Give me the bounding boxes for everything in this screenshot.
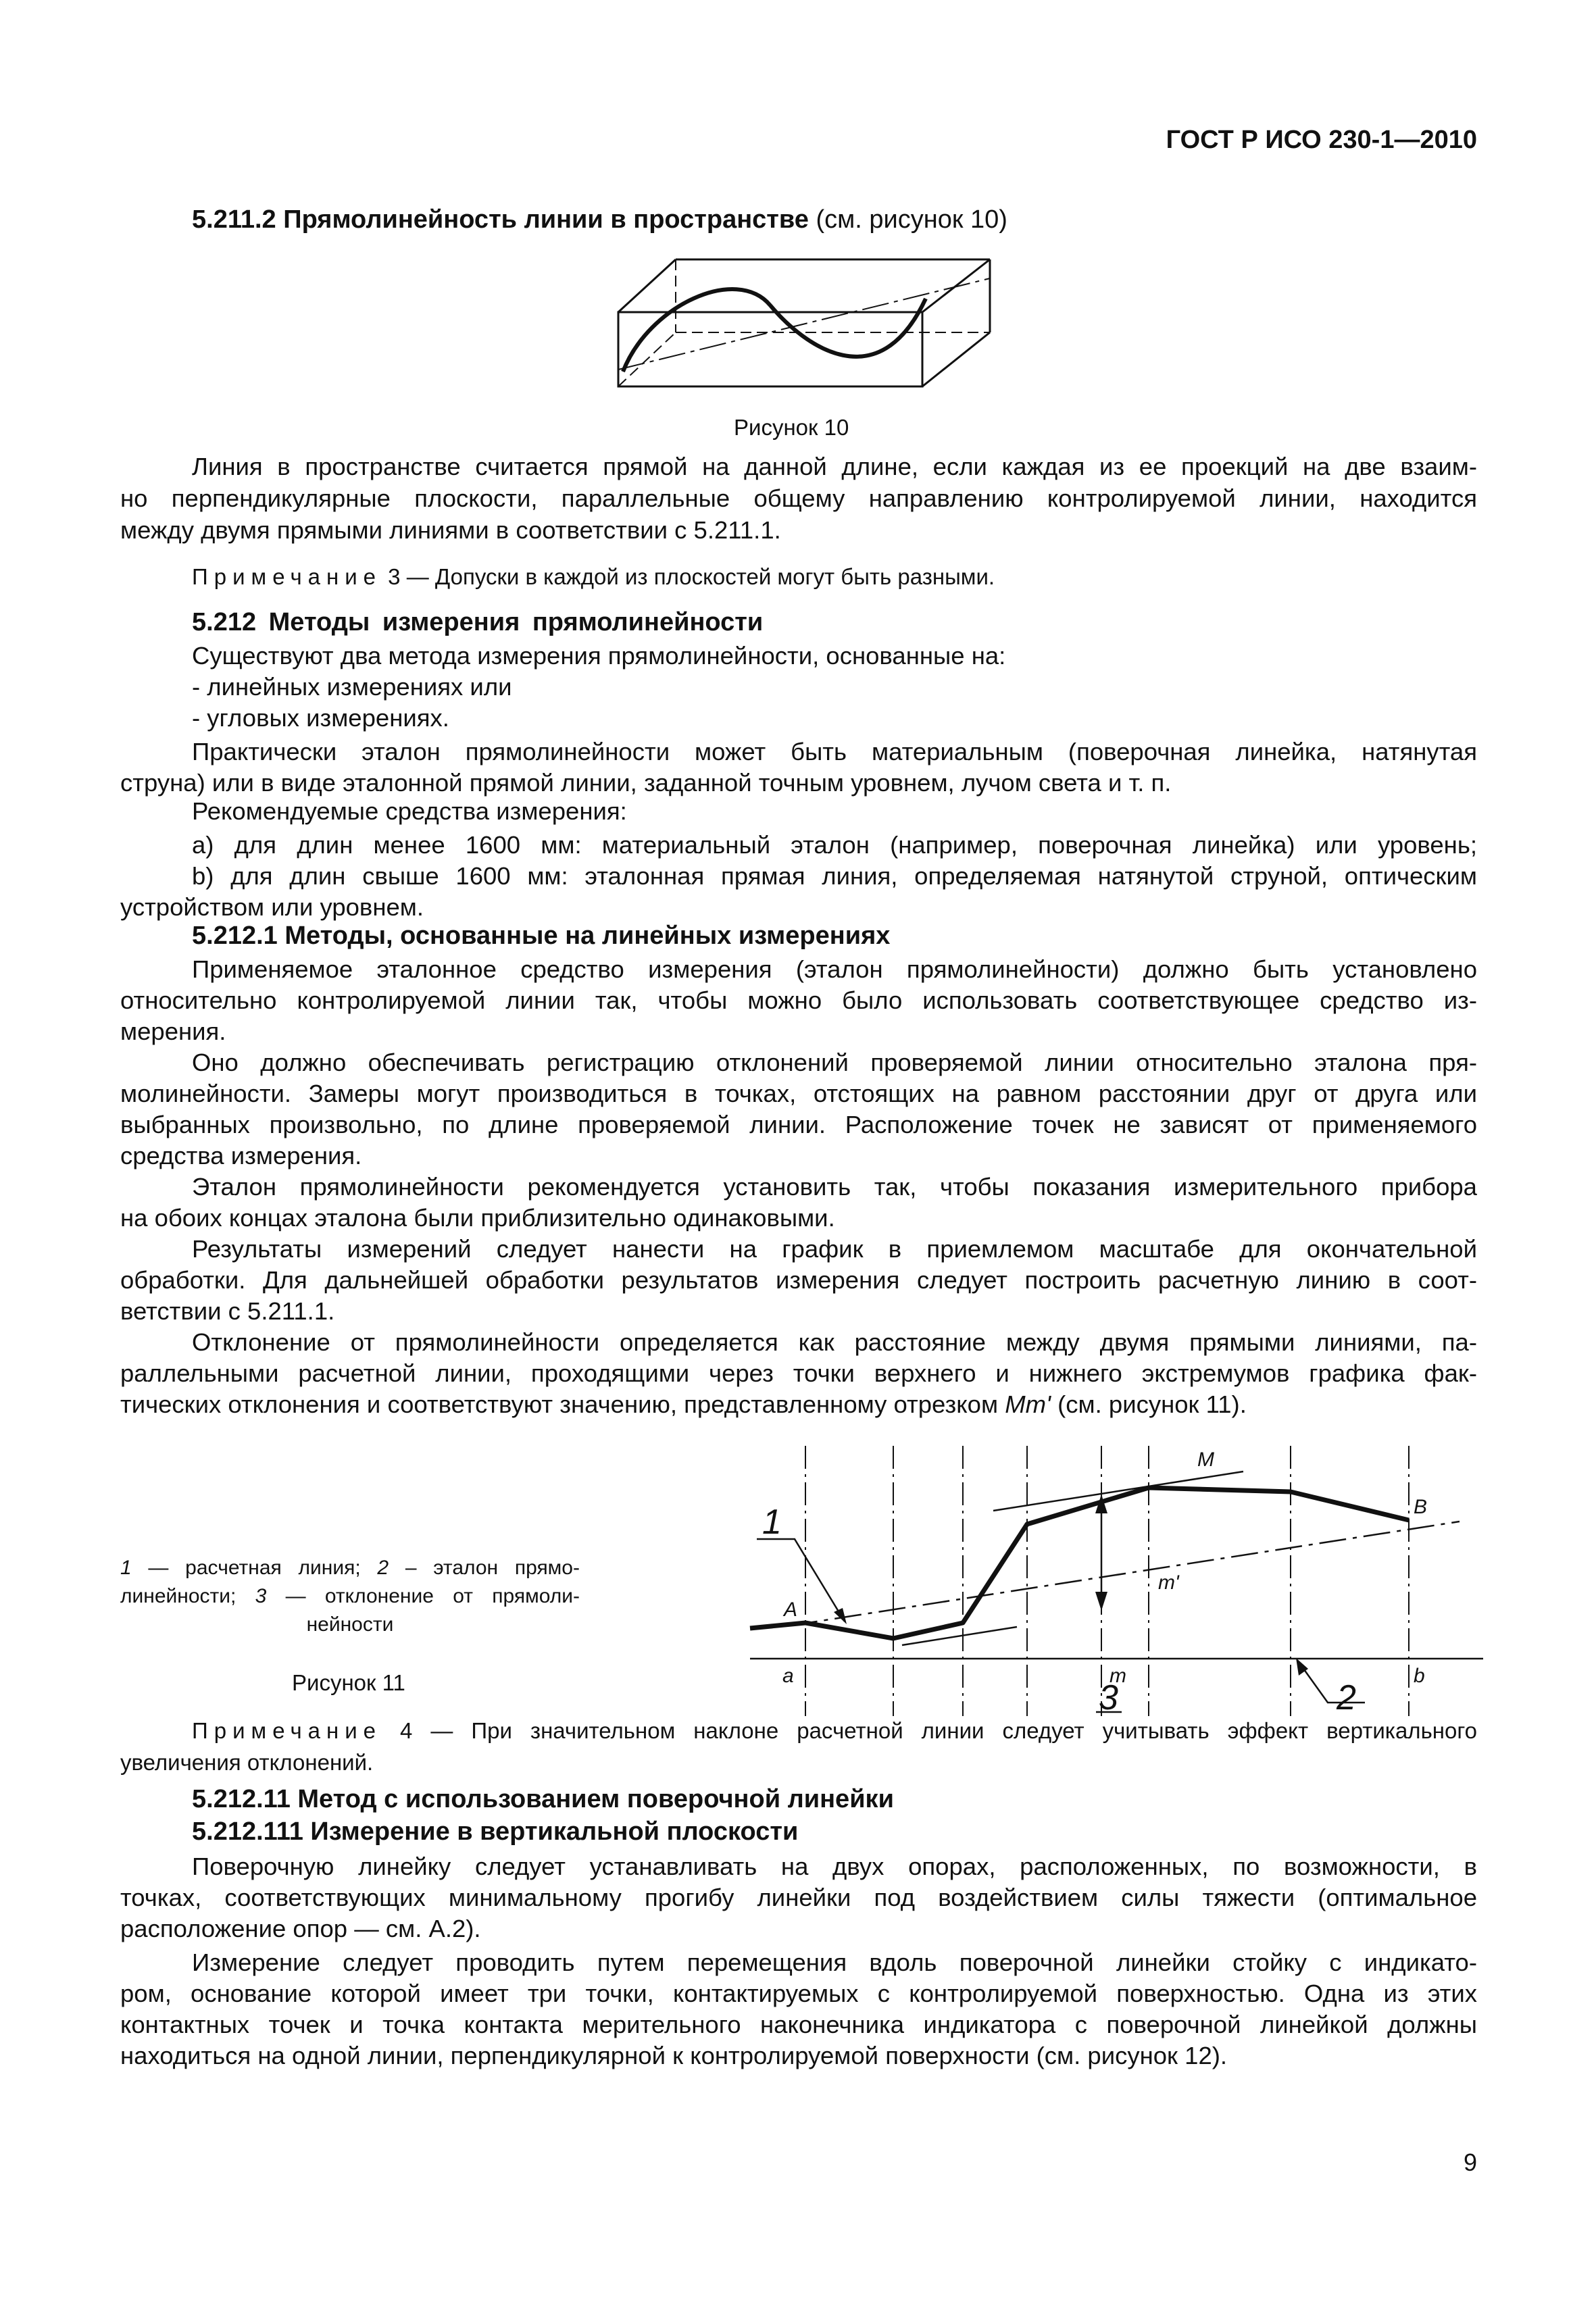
leader-1-arrow [834, 1608, 847, 1624]
p4-line1: Результаты измерений следует нанести на график в приемлемом масштабе для окончательной [192, 1235, 1477, 1263]
label-m: m [1109, 1665, 1126, 1687]
p5-line2: раллельными расчетной линии, проходящими через точки верхнего и нижнего экстремумов графика фак- [120, 1359, 1477, 1387]
p6-line1: Поверочную линейку следует устанавливать на двух опорах, расположенных, по возможности, в [192, 1853, 1477, 1880]
para-recommended: Рекомендуемые средства измерения: [192, 797, 627, 825]
section-5-212-11-heading: 5.212.11 Метод с использованием поверочной линейки [192, 1785, 894, 1813]
list-item-linear: - линейных измерениях или [192, 673, 512, 701]
arrow-down [1095, 1592, 1107, 1611]
section-5-211-2-heading [192, 205, 1007, 234]
section-5-212-111-heading: 5.212.111 Измерение в вертикальной плоскости [192, 1817, 799, 1846]
legend-text-1: — расчетная линия; [131, 1557, 378, 1579]
para-etalon-line2: струна) или в виде эталонной прямой линии, заданной точным уровнем, лучом света и т. п. [120, 769, 1172, 797]
label-M: M [1197, 1449, 1214, 1471]
box-edge-bottom-right [922, 332, 990, 386]
section-number: 5.211.2 [192, 205, 276, 234]
p5-line3-text: тических отклонения и соответствуют значению, представленному отрезком [120, 1390, 1005, 1418]
item-b-line2: устройством или уровнем. [120, 893, 424, 921]
legend-text-2: – эталон прямо- [389, 1557, 580, 1579]
para1-line1: Линия в пространстве считается прямой на данной длине, если каждая из ее проекций на две взаим- [192, 453, 1477, 480]
legend-num-1: 1 [120, 1557, 132, 1579]
para1-line2: но перпендикулярные плоскости, параллельные общему направлению контролируемой линии, находится [120, 484, 1477, 512]
p1-line1: Применяемое эталонное средство измерения (эталон прямолинейности) должно быть установлено [192, 955, 1477, 983]
legend-num-3: 3 [255, 1585, 267, 1607]
p3-line2: на обоих концах эталона были приблизительно одинаковыми. [120, 1204, 835, 1232]
legend-num-2: 2 [377, 1557, 389, 1579]
note-text: 3 — Допуски в каждой из плоскостей могут быть разными. [382, 564, 995, 589]
note-3 [192, 561, 995, 593]
space-curve [623, 289, 926, 372]
figure-11-caption: Рисунок 11 [292, 1670, 405, 1695]
section-5-212-heading: 5.212 Методы измерения прямолинейности [192, 608, 764, 636]
section-5-212-intro: Существуют два метода измерения прямолинейности, основанные на: [192, 642, 1006, 670]
label-m-prime: m' [1158, 1571, 1179, 1594]
leader-1 [757, 1539, 845, 1621]
document-id: ГОСТ Р ИСО 230-1—2010 [1166, 126, 1477, 154]
page-number: 9 [1463, 2148, 1477, 2176]
p5-line3-ref: (см. рисунок 11). [1050, 1390, 1247, 1418]
para-etalon-line1: Практически эталон прямолинейности может быть материальным (поверочная линейка, натянутая [192, 738, 1477, 765]
p4-line2: обработки. Для дальнейшей обработки результатов измерения следует построить расчетную линию в соот- [120, 1266, 1477, 1294]
note-4-line2: увеличения отклонений. [120, 1750, 374, 1775]
para1-line3: между двумя прямыми линиями в соответствии с 5.211.1. [120, 516, 781, 544]
p3-line1: Эталон прямолинейности рекомендуется установить так, чтобы показания измерительного прибора [192, 1173, 1477, 1201]
box-edge-top-left [618, 259, 676, 312]
item-a: a) для длин менее 1600 мм: материальный эталон (например, поверочная линейка) или уровень; [192, 831, 1477, 859]
segment-variable: Mm' [1005, 1390, 1051, 1418]
calculated-line [791, 1521, 1460, 1626]
p2-line2: молинейности. Замеры могут производиться в точках, отстоящих на равном расстоянии друг от друга или [120, 1080, 1477, 1107]
p7-line1: Измерение следует проводить путем перемещения вдоль поверочной линейки стойку с индикато- [192, 1948, 1477, 1976]
label-a: a [782, 1665, 794, 1687]
section-title: Прямолинейность линии в пространстве [283, 205, 809, 234]
p7-line2: ром, основание которой имеет три точки, контактируемых с контролируемой поверхностью. Одна из этих [120, 1980, 1477, 2007]
list-item-angular: - угловых измерениях. [192, 704, 449, 732]
label-b: b [1414, 1665, 1425, 1687]
legend-line2 [120, 1582, 580, 1611]
p7-line4: находиться на одной линии, перпендикулярной к контролируемой поверхности (см. рисунок 12). [120, 2042, 1228, 2069]
figure-11-legend [120, 1554, 580, 1639]
p6-line3: расположение опор — см. А.2). [120, 1915, 481, 1942]
label-B: B [1414, 1496, 1428, 1518]
figure-10-box-drawing [608, 251, 1000, 400]
legend-text-4: — отклонение от прямоли- [266, 1585, 580, 1607]
section-ref: (см. рисунок 10) [808, 205, 1007, 234]
p1-line3: мерения. [120, 1017, 226, 1045]
box-edge-top-right [922, 259, 990, 312]
legend-text-3: линейности; [120, 1585, 255, 1607]
p1-line2: относительно контролируемой линии так, чтобы можно было использовать соответствующее средство из- [120, 986, 1477, 1014]
figure-11-diagram [743, 1439, 1487, 1723]
p5-line3 [120, 1388, 1477, 1421]
legend-line3: нейности [306, 1613, 394, 1636]
p2-line4: средства измерения. [120, 1142, 362, 1169]
box-axis-line [618, 278, 990, 370]
item-b-line1: b) для длин свыше 1600 мм: эталонная прямая линия, определяемая натянутой струной, оптическим [192, 862, 1477, 890]
p5-line1: Отклонение от прямолинейности определяется как расстояние между двумя прямыми линиями, па- [192, 1328, 1477, 1356]
p2-line3: выбранных произвольно, по длине проверяемой линии. Расположение точек не зависят от применяемого [120, 1111, 1477, 1138]
lower-parallel-line [902, 1627, 1017, 1645]
note-label: Примечание [192, 564, 382, 589]
p2-line1: Оно должно обеспечивать регистрацию отклонений проверяемой линии относительно эталона пря- [192, 1049, 1477, 1076]
p4-line3: ветствии с 5.211.1. [120, 1297, 335, 1325]
p6-line2: точках, соответствующих минимальному прогибу линейки под воздействием силы тяжести (оптимальное [120, 1884, 1477, 1911]
label-num-2: 2 [1337, 1678, 1356, 1717]
note-4-label: Примечание [192, 1718, 382, 1743]
label-num-3: 3 [1099, 1678, 1118, 1717]
section-5-212-1-heading: 5.212.1 Методы, основанные на линейных измерениях [192, 922, 891, 950]
legend-line1 [120, 1554, 580, 1582]
label-num-1: 1 [762, 1503, 782, 1542]
label-A: A [784, 1599, 798, 1621]
figure-10-caption: Рисунок 10 [734, 415, 849, 440]
note-4-text: 4 — При значительном наклоне расчетной линии следует учитывать эффект вертикального [382, 1718, 1477, 1743]
note-4-line1 [192, 1715, 1477, 1746]
p7-line3: контактных точек и точка контакта мерительного наконечника индикатора с поверочной линейкой должны [120, 2011, 1477, 2038]
box-front-face [618, 312, 922, 386]
